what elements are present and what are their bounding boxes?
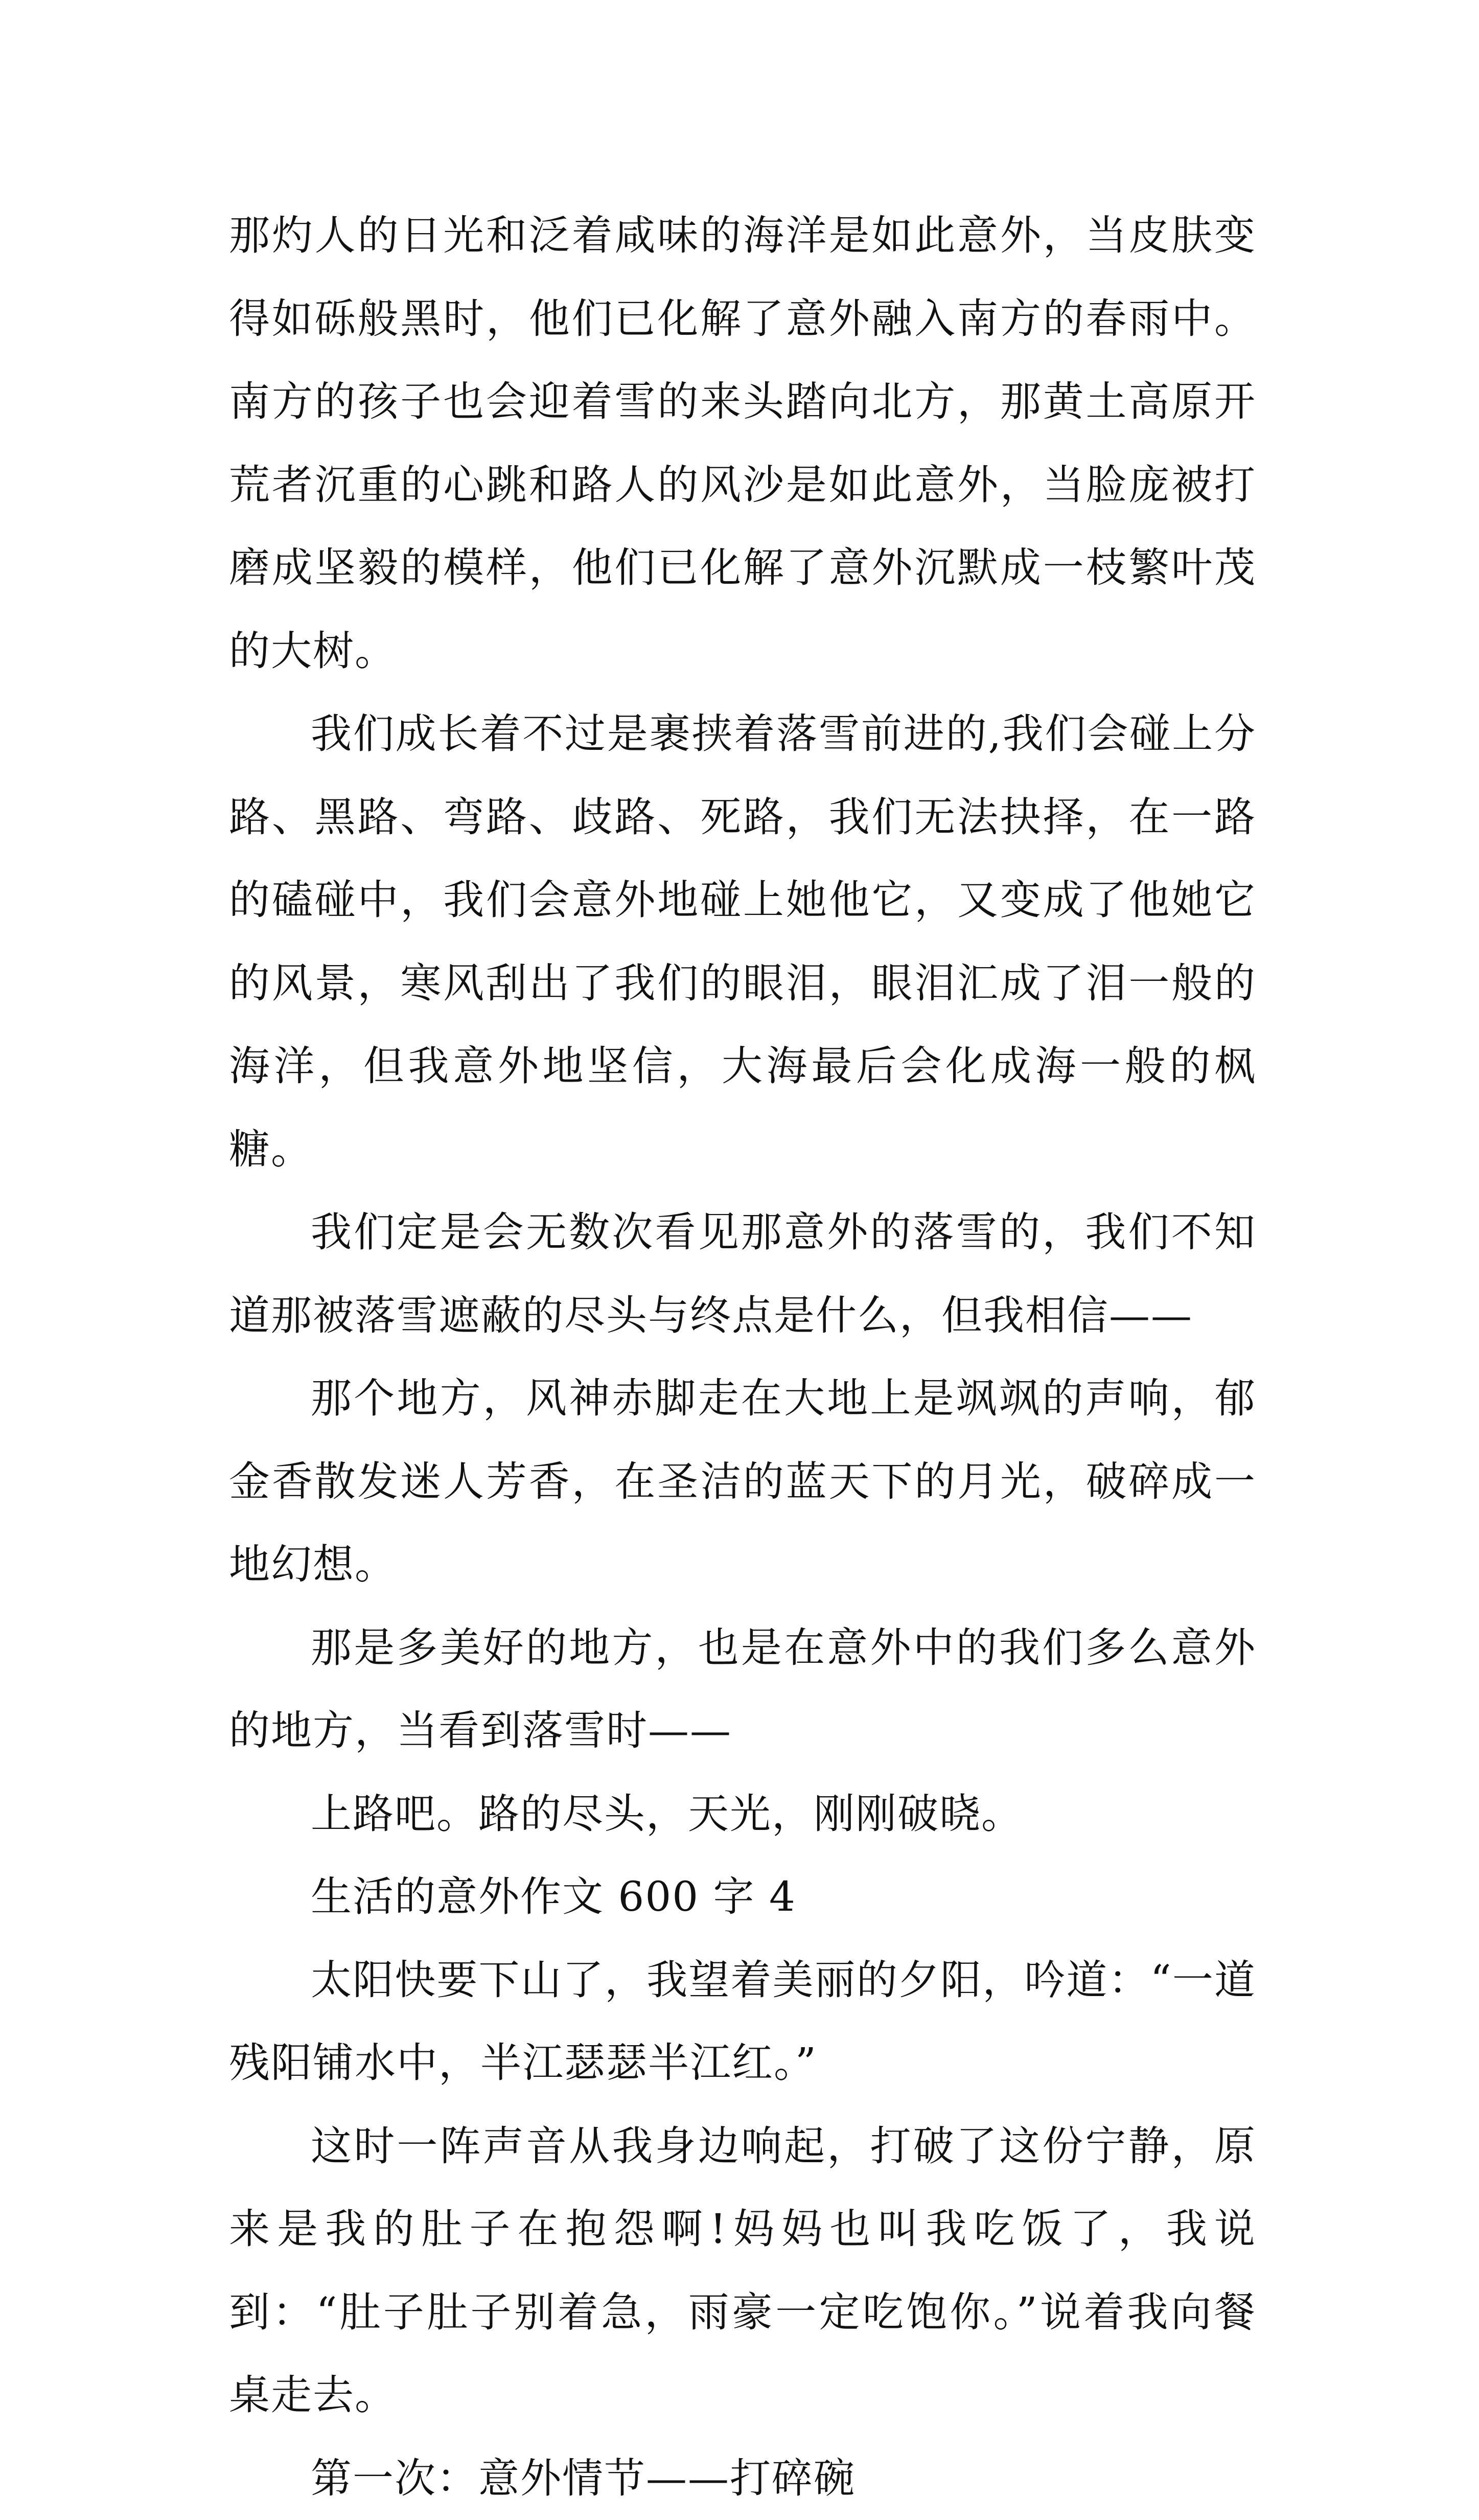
paragraph-9: 第一次：意外情节——打碎碗 — [229, 2437, 1256, 2520]
paragraph-8: 这时一阵声音从我身边响起，打破了这份宁静，原来是我的肚子在抱怨啊!妈妈也叫我吃饭了，我说到：“肚子肚子别着急，雨豪一定吃饱你。”说着我向餐桌走去。 — [229, 2105, 1256, 2437]
paragraph-5: 那是多美好的地方，也是在意外中的我们多么意外的地方，当看到落雪时—— — [229, 1607, 1256, 1773]
section-heading: 生活的意外作文 600 字 4 — [229, 1855, 1256, 1939]
paragraph-1: 那灼人的日光和泛着咸味的海洋是如此意外，当皮肤变得如砾般黑时，他们已化解了意外融入南方的春雨中。南方的孩子也会迎着雪的来头踏向北方，那黄土高原开荒者沉重的心跳和路人的风沙是如此意外，当脸庞被打磨成坚毅的模样，他们已化解了意外沉默成一枝繁叶茂的大树。 — [229, 194, 1256, 693]
paragraph-2: 我们成长着不过是裹挟着落雪前进的,我们会碰上分路、黑路、弯路、歧路、死路，我们无法抉择，在一路的磕碰中，我们会意外地碰上她他它，又变成了他她它的风景，寒风刮出了我们的眼泪，眼泪汇成了泪一般的海洋，但我意外地坚信，大海最后会化成海一般的枫糖。 — [229, 693, 1256, 1191]
paragraph-4: 那个地方，风神赤脚走在大地上是飒飒的声响，郁金香散发迷人芳香，在圣洁的蓝天下的月光，破碎成一地幻想。 — [229, 1357, 1256, 1607]
paragraph-7: 太阳快要下山了，我望着美丽的夕阳，吟道：“一道残阳铺水中，半江瑟瑟半江红。” — [229, 1939, 1256, 2105]
paragraph-3: 我们定是会无数次看见那意外的落雪的，我们不知道那被落雪遮蔽的尽头与终点是什么，但我相信—— — [229, 1191, 1256, 1357]
document-body — [229, 194, 1256, 2520]
paragraph-6: 上路吧。路的尽头，天光，刚刚破晓。 — [229, 1773, 1256, 1856]
